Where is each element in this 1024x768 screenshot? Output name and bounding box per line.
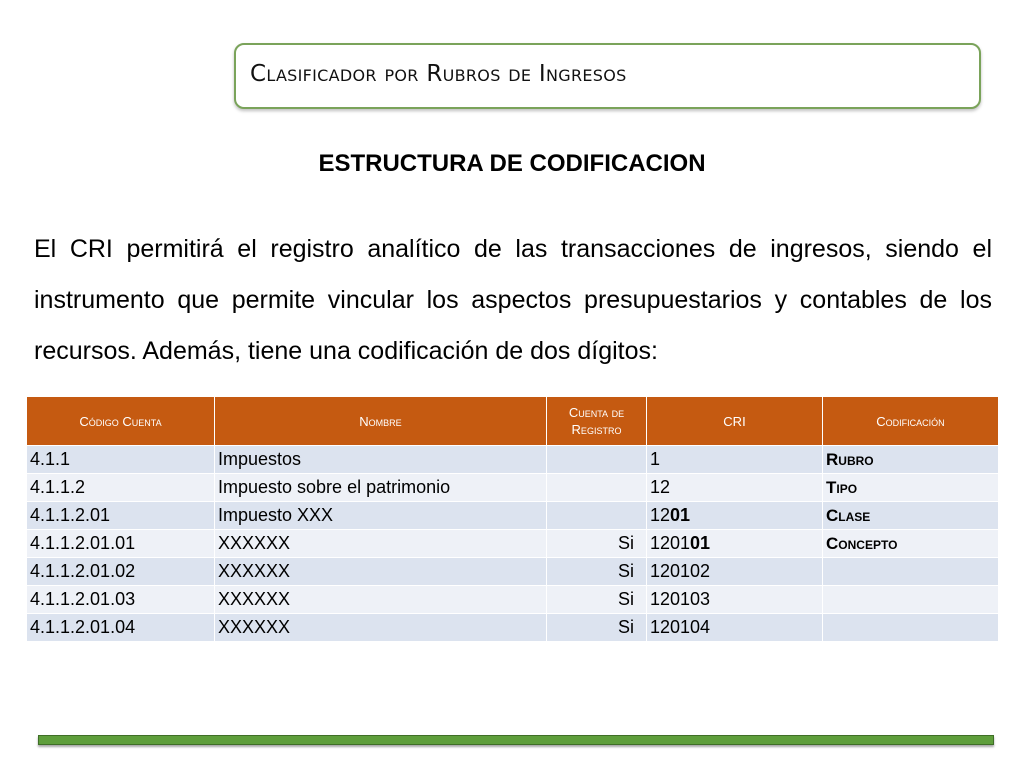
- cell-codigo: 4.1.1.2.01.01: [27, 530, 215, 558]
- bottom-accent-bar: [38, 735, 994, 745]
- cell-nombre: XXXXXX: [215, 530, 547, 558]
- intro-paragraph: El CRI permitirá el registro analítico de las transacciones de ingresos, siendo el instrumento que permite vincular los aspectos presupuestarios y contables de los recursos. Además, tiene una codificación de dos dígitos:: [34, 235, 992, 365]
- cri-code: 120104: [650, 617, 711, 637]
- table-header-row: [27, 397, 999, 446]
- cell-nombre: XXXXXX: [215, 614, 547, 642]
- cell-registro: Si: [547, 558, 647, 586]
- table-body: [27, 446, 999, 642]
- slide-title: Clasificador por Rubros de Ingresos: [250, 61, 627, 87]
- cell-nombre: XXXXXX: [215, 586, 547, 614]
- cri-table: [26, 396, 999, 642]
- cri-code: 120102: [650, 561, 711, 581]
- cri-code: 12: [650, 505, 671, 525]
- cell-codigo: 4.1.1.2: [27, 474, 215, 502]
- cell-codificacion: [823, 586, 999, 614]
- cell-cri: [647, 558, 823, 586]
- cell-registro: [547, 446, 647, 474]
- cell-registro: [547, 502, 647, 530]
- header-cri: CRI: [647, 397, 823, 446]
- cri-code: 120103: [650, 589, 711, 609]
- cell-nombre: Impuesto XXX: [215, 502, 547, 530]
- cri-code: 1201: [650, 533, 691, 553]
- cell-registro: Si: [547, 530, 647, 558]
- cell-cri: [647, 502, 823, 530]
- cell-codificacion: [823, 558, 999, 586]
- cell-cri: [647, 446, 823, 474]
- cri-code-highlight: 01: [670, 505, 691, 525]
- cell-codificacion: [823, 614, 999, 642]
- cell-nombre: Impuestos: [215, 446, 547, 474]
- header-codigo-cuenta: Código Cuenta: [27, 397, 215, 446]
- cell-nombre: XXXXXX: [215, 558, 547, 586]
- table-row: [27, 474, 999, 502]
- cell-codigo: 4.1.1.2.01.04: [27, 614, 215, 642]
- header-codificacion: Codificación: [823, 397, 999, 446]
- cell-registro: [547, 474, 647, 502]
- table-row: [27, 502, 999, 530]
- section-subtitle: ESTRUCTURA DE CODIFICACION: [318, 150, 706, 177]
- cell-codificacion: Tipo: [823, 474, 999, 502]
- cell-cri: [647, 614, 823, 642]
- header-nombre: Nombre: [215, 397, 547, 446]
- cell-codigo: 4.1.1.2.01: [27, 502, 215, 530]
- cell-cri: [647, 586, 823, 614]
- table-row: [27, 586, 999, 614]
- cell-cri: [647, 530, 823, 558]
- table-row: [27, 558, 999, 586]
- cell-cri: [647, 474, 823, 502]
- cell-registro: Si: [547, 614, 647, 642]
- cell-codificacion: Concepto: [823, 530, 999, 558]
- cri-code: 1: [650, 449, 661, 469]
- table-row: [27, 530, 999, 558]
- cell-codigo: 4.1.1.2.01.03: [27, 586, 215, 614]
- title-box: [234, 43, 981, 109]
- cell-nombre: Impuesto sobre el patrimonio: [215, 474, 547, 502]
- table-row: [27, 446, 999, 474]
- cell-codificacion: Rubro: [823, 446, 999, 474]
- cell-codificacion: Clase: [823, 502, 999, 530]
- cell-codigo: 4.1.1: [27, 446, 215, 474]
- cell-codigo: 4.1.1.2.01.02: [27, 558, 215, 586]
- cell-registro: Si: [547, 586, 647, 614]
- cri-code: 12: [650, 477, 671, 497]
- table-row: [27, 614, 999, 642]
- header-cuenta-registro: Cuenta de Registro: [547, 397, 647, 446]
- cri-code-highlight: 01: [690, 533, 711, 553]
